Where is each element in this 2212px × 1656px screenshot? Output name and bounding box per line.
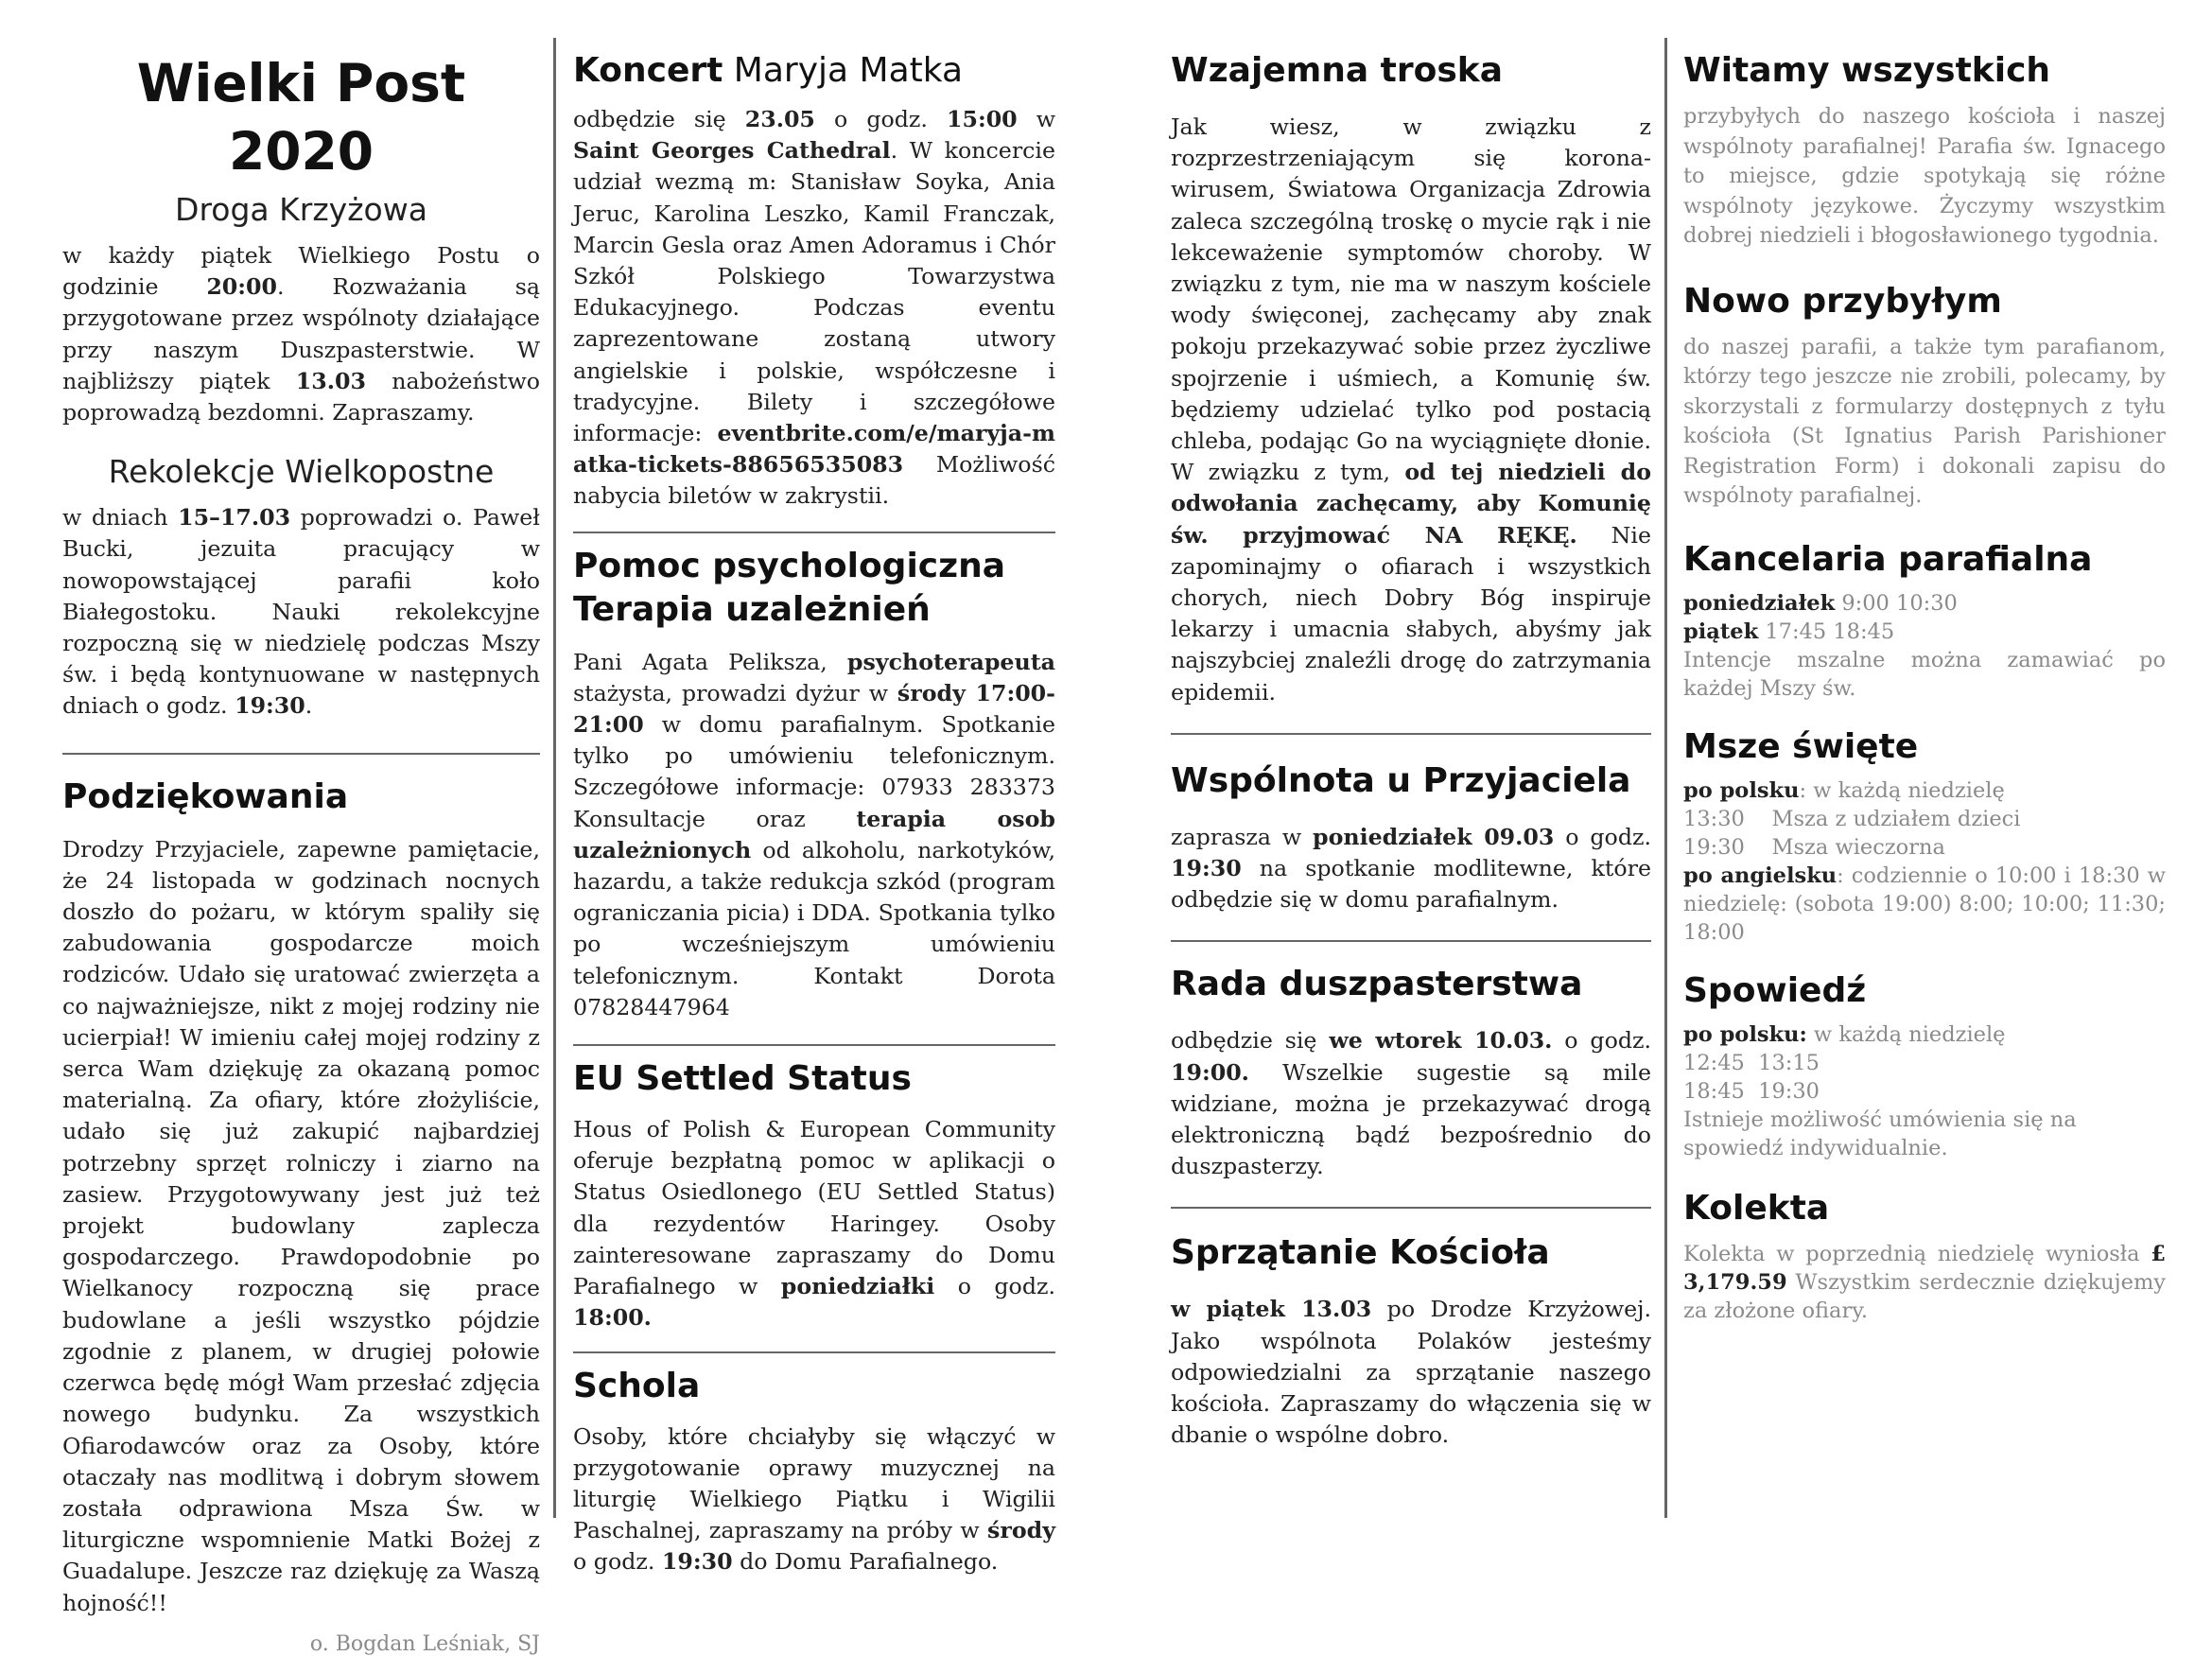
- section-divider: [573, 532, 1055, 533]
- column-divider: [553, 38, 556, 1518]
- schola-heading: Schola: [573, 1366, 701, 1405]
- pomoc-heading-1: Pomoc psychologiczna: [573, 546, 1005, 585]
- kolekta-heading: Kolekta: [1683, 1188, 1830, 1228]
- spowiedz-schedule: po polsku: w każdą niedzielę 12:45 13:15 18:45 19:30: [1683, 1021, 2006, 1104]
- column-divider: [1664, 38, 1667, 1518]
- podziekowania-text: Drodzy Przyjaciele, zapewne pamiętacie, że 24 listopada w godzinach nocnych doszło do pożaru, w którym spaliły się zabudowania gospodarcze moich rodziców. Udało się uratować zwierzęta a co najważniejsze, nikt z mojej rodziny nie ucierpiał! W imieniu całej mojej rodziny z serca Wam dziękuję za okazaną pomoc materialną. Za ofiary, które złożyliście, udało się już zakupić najbardziej potrzebny sprzęt rolniczy i ziarno na zasiew. Przygotowywany jest już też projekt budowlany zaplecza gospodarczego. Prawdopodobnie po Wielkanocy rozpoczną się prace budowlane a jeśli wszystko pójdzie zgodnie z planem, w drugiej połowie czerwca będę mógł Wam przesłać zdjęcia nowego budynku. Za wszystkich Ofiarodawców oraz za Osoby, które otaczały nas modlitwą i dobrym słowem została odprawiona Msza Św. w liturgiczne wspomnienie Matki Bożej z Guadalupe. Jeszcze raz dziękuję za Waszą hojność!!: [62, 835, 540, 1616]
- column-3: [1171, 49, 1651, 1452]
- schola-text: Osoby, które chciałyby się włączyć w przygotowanie oprawy muzycznej na liturgię Wielkiego Piątku i Wigilii Paschalnej, zapraszamy na próby w środy o godz. 19:30 do Domu Parafialnego.: [573, 1422, 1055, 1576]
- section-divider: [1171, 940, 1651, 942]
- column-1: [62, 49, 540, 1656]
- column-2: [573, 49, 1055, 1578]
- eu-settled-text: Hous of Polish & European Community oferuje bezpłatną pomoc w aplikacji o Status Osiedlonego (EU Settled Status) dla rezydentów Haringey. Osoby zainteresowane zapraszamy do Domu Parafialnego w poniedziałki o godz. 18:00.: [573, 1116, 1055, 1332]
- msze-english: po angielsku: codziennie o 10:00 i 18:30 w niedzielę: (sobota 19:00) 8:00; 10:00; 11:30; 18:00: [1683, 863, 2166, 945]
- nowo-text: do naszej parafii, a także tym parafianom, którzy tego jeszcze nie zrobili, polecamy, by skorzystali z formularzy dostępnych z tyłu kościoła (St Ignatius Parish Parishioner Registration Form) i dokonali zapisu do wspólnoty parafialnej.: [1683, 334, 2166, 508]
- msze-schedule: po polsku: w każdą niedzielę 13:30 Msza z udziałem dzieci 19:30 Msza wieczorna: [1683, 777, 2021, 860]
- wspolnota-heading: Wspólnota u Przyjaciela: [1171, 760, 1631, 800]
- section-divider: [62, 753, 540, 755]
- msze-heading: Msze święte: [1683, 726, 1919, 766]
- troska-text: Jak wiesz, w związku z rozprzestrzeniającym się korona-wirusem, Światowa Organizacja Zdrowia zaleca szczególną troskę o mycie rąk i nie lekceważenie symptomów choroby. W związku z tym, nie ma w naszym kościele wody święconej, zachęcamy aby znak pokoju przekazywać sobie przez życzliwe spojrzenie i uśmiech, a Komunię św. będziemy udzielać tylko pod postacią chleba, podając Go na wyciągnięte dłonie. W związku z tym, od tej niedzieli do odwołania zachęcamy, aby Komunię św. przyjmować NA RĘKĘ. Nie zapominajmy o ofiarach i wszystkich chorych, niech Dobry Bóg inspiruje lekarzy i umacnia słabych, abyśmy jak najszybciej znaleźli drogę do zatrzymania epidemii.: [1171, 113, 1652, 706]
- witamy-text: przybyłych do naszego kościoła i naszej wspólnoty parafialnej! Parafia św. Ignacego to miejsce, gdzie spotykają się różne wspólnoty językowe. Życzymy wszystkim dobrej niedzieli i błogosławionego tygodnia.: [1683, 104, 2166, 248]
- nowo-heading: Nowo przybyłym: [1683, 281, 2002, 321]
- section-divider: [573, 1351, 1055, 1353]
- podziekowania-heading: Podziękowania: [62, 776, 349, 816]
- ticket-link[interactable]: eventbrite.com/e/maryja-matka-tickets-88656535083: [573, 420, 1055, 479]
- column-4: [1683, 49, 2166, 1325]
- pomoc-text: Pani Agata Peliksza, psychoterapeuta stażysta, prowadzi dyżur w środy 17:00-21:00 w domu parafialnym. Spotkanie tylko po umówieniu telefonicznym. Szczegółowe informacje: 07933 283373 Konsultacje oraz terapia osob uzależnionych od alkoholu, narkotyków, hazardu, a także redukcja szkód (program ograniczania picia) i DDA. Spotkania tylko po wcześniejszym umówieniu telefonicznym. Kontakt Dorota 07828447964: [573, 648, 1055, 1020]
- signature: o. Bogdan Leśniak, SJ: [309, 1631, 540, 1656]
- eu-settled-heading: EU Settled Status: [573, 1059, 912, 1099]
- rekolekcje-heading: Rekolekcje Wielkopostne: [108, 453, 495, 491]
- section-divider: [573, 1044, 1055, 1046]
- sprzatanie-text: w piątek 13.03 po Drodze Krzyżowej. Jako wspólnota Polaków jesteśmy odpowiedzialni za sprzątanie naszego kościoła. Zapraszamy do włączenia się w dbanie o wspólne dobro.: [1171, 1296, 1651, 1449]
- spowiedz-note: Istnieje możliwość umówienia się na spowiedź indywidualnie.: [1683, 1107, 2077, 1160]
- kancelaria-hours: poniedziałek 9:00 10:30 piątek 17:45 18:45: [1683, 590, 1958, 644]
- sprzatanie-heading: Sprzątanie Kościoła: [1171, 1233, 1550, 1273]
- kancelaria-note: Intencje mszalne można zamawiać po każdej Mszy św.: [1683, 647, 2166, 701]
- rada-heading: Rada duszpasterstwa: [1171, 965, 1583, 1004]
- spowiedz-heading: Spowiedź: [1683, 970, 1867, 1010]
- section-divider: [1171, 1207, 1651, 1209]
- kancelaria-heading: Kancelaria parafialna: [1683, 539, 2093, 579]
- rekolekcje-text: w dniach 15–17.03 poprowadzi o. Paweł Bucki, jezuita pracujący w nowopowstającej parafii koło Białegostoku. Nauki rekolekcyjne rozpoczną się w niedzielę podczas Mszy św. i będą kontynuowane w następnych dniach o godz. 19:30.: [62, 504, 540, 720]
- section-divider: [1171, 733, 1651, 735]
- pomoc-heading-2: Terapia uzależnień: [573, 589, 931, 629]
- koncert-heading: Koncert Maryja Matka: [573, 51, 964, 90]
- wspolnota-text: zaprasza w poniedziałek 09.03 o godz. 19:30 na spotkanie modlitewne, które odbędzie się w domu parafialnym.: [1171, 823, 1651, 914]
- troska-heading: Wzajemna troska: [1171, 51, 1504, 90]
- koncert-text: odbędzie się 23.05 o godz. 15:00 w Saint Georges Cathedral. W koncercie udział wezmą m: Stanisław Soyka, Ania Jeruc, Karolina Leszko, Kamil Franczak, Marcin Gesla oraz Amen Adoramus i Chór Szkół Polskiego Towarzystwa Edukacyjnego. Podczas eventu zaprezentowane zostaną utwory angielskie i polskie, współczesne i tradycyjne. Bilety i szczegółowe informacje: eventbrite.com/e/maryja-matka-tickets-88656535083 Możliwość nabycia biletów w zakrystii.: [573, 106, 1056, 510]
- droga-text: w każdy piątek Wielkiego Postu o godzinie 20:00. Rozważania są przygotowane przez wspólnoty działające przy naszym Duszpasterstwie. W najbliższy piątek 13.03 nabożeństwo poprowadzą bezdomni. Zapraszamy.: [62, 242, 540, 427]
- page-title: Wielki Post 2020: [136, 53, 466, 182]
- rada-text: odbędzie się we wtorek 10.03. o godz. 19:00. Wszelkie sugestie są mile widziane, można je przekazywać drogą elektroniczną bądź bezpośrednio do duszpasterzy.: [1171, 1027, 1652, 1180]
- witamy-heading: Witamy wszystkich: [1683, 51, 2051, 90]
- kolekta-text: Kolekta w poprzednią niedzielę wyniosła £ 3,179.59 Wszystkim serdecznie dziękujemy za złożone ofiary.: [1683, 1241, 2166, 1323]
- droga-heading: Droga Krzyżowa: [175, 191, 427, 228]
